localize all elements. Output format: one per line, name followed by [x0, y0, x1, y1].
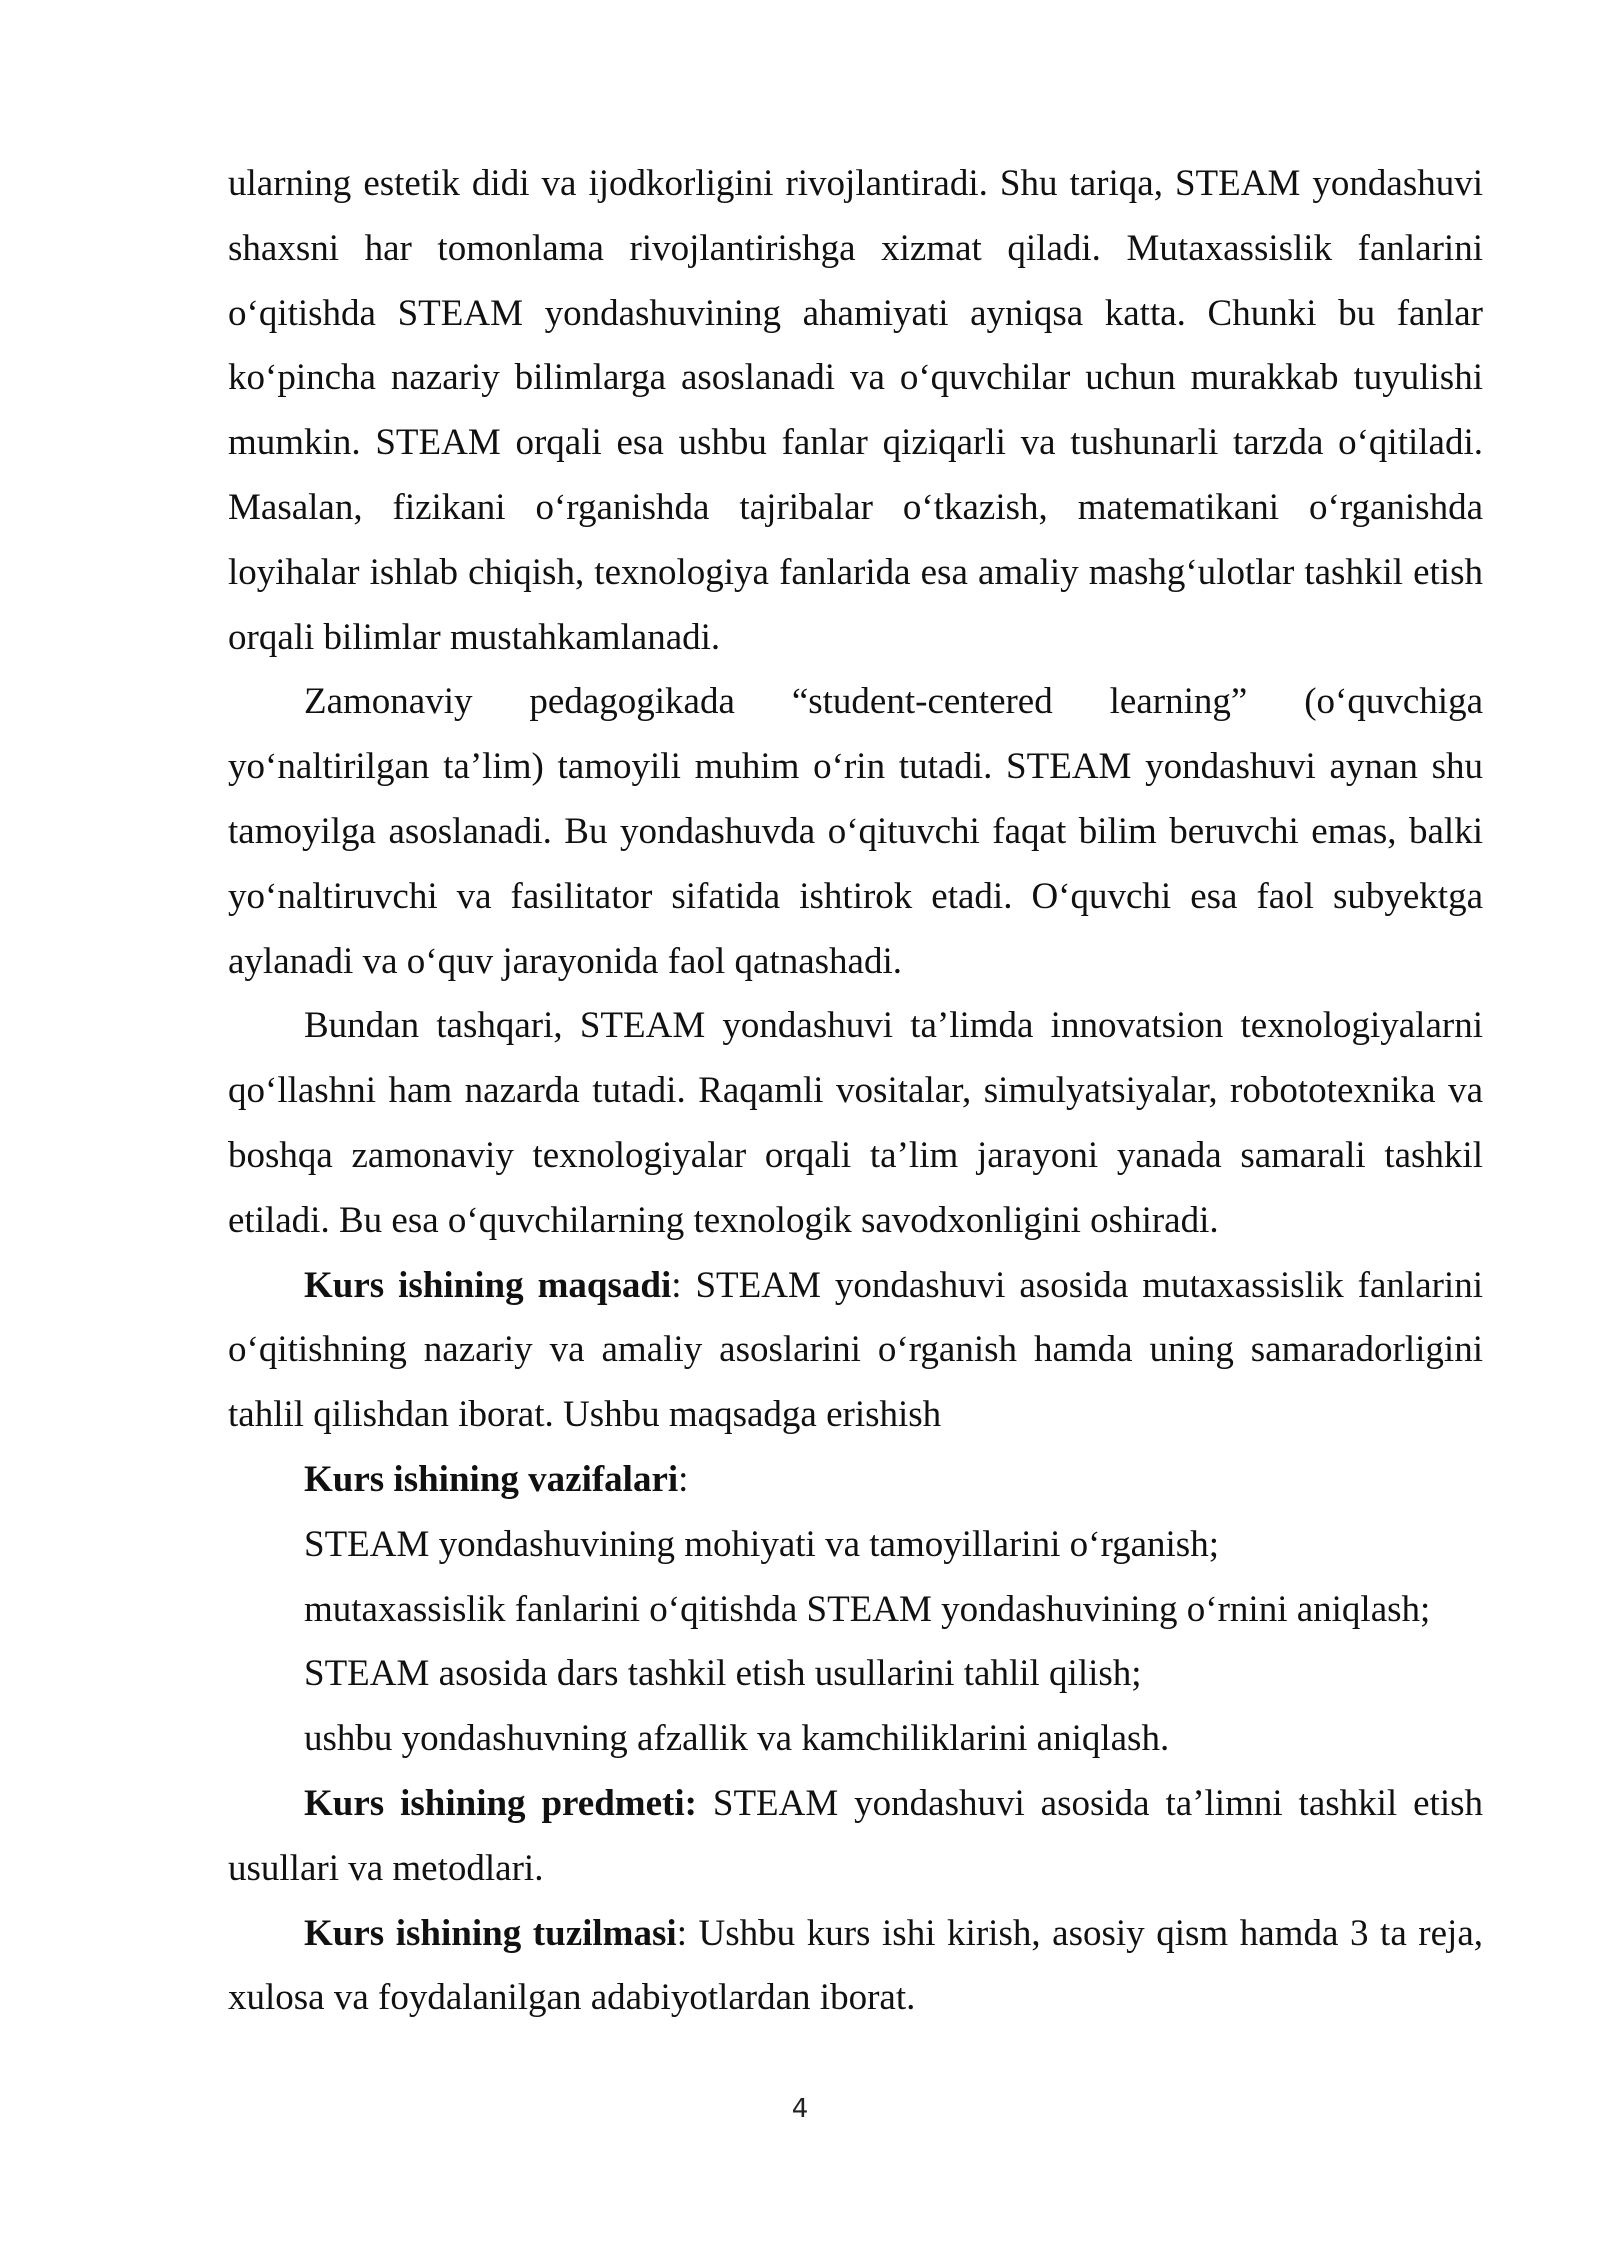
paragraph-student-centered: Zamonaviy pedagogikada “student-centered learning” (o‘quvchiga yo‘naltirilgan ta’lim) tamoyili muhim o‘rin tutadi. STEAM yondashuvi aynan shu tamoyilga asoslanadi. Bu yondashuvda o‘qituvchi faqat bilim beruvchi emas, balki yo‘naltiruvchi va fasilitator sifatida ishtirok etadi. O‘quvchi esa faol subyektga aylanadi va o‘quv jarayonida faol qatnashadi.: [228, 681, 1483, 982]
task-item: STEAM yondashuvining mohiyati va tamoyillarini o‘rganish;: [304, 1523, 1219, 1565]
subject-label: Kurs ishining predmeti:: [304, 1782, 697, 1824]
paragraph-purpose: [228, 1254, 1483, 1448]
paragraph-innovative-technologies: Bundan tashqari, STEAM yondashuvi ta’limda innovatsion texnologiyalarni qo‘llashni ham nazarda tutadi. Raqamli vositalar, simulyatsiyalar, robototexnika va boshqa zamonaviy texnologiyalar orqali ta’lim jarayoni yanada samarali tashkil etiladi. Bu esa o‘quvchilarning texnologik savodxonligini oshiradi.: [228, 1005, 1483, 1241]
tasks-heading: [228, 1448, 1483, 1513]
task-item: STEAM asosida dars tashkil etish usullarini tahlil qilish;: [304, 1653, 1142, 1695]
paragraph-continuation: ularning estetik didi va ijodkorligini rivojlantiradi. Shu tariqa, STEAM yondashuvi shaxsni har tomonlama rivojlantirishga xizmat qiladi. Mutaxassislik fanlarini o‘qitishda STEAM yondashuvining ahamiyati ayniqsa katta. Chunki bu fanlar ko‘pincha nazariy bilimlarga asoslanadi va o‘quvchilar uchun murakkab tuyulishi mumkin. STEAM orqali esa ushbu fanlar qiziqarli va tushunarli tarzda o‘qitiladi. Masalan, fizikani o‘rganishda tajribalar o‘tkazish, matematikani o‘rganishda loyihalar ishlab chiqish, texnologiya fanlarida esa amaliy mashg‘ulotlar tashkil etish orqali bilimlar mustahkamlanadi.: [228, 163, 1483, 658]
tasks-label: Kurs ishining vazifalari: [304, 1458, 679, 1500]
structure-text: : Ushbu kurs ishi kirish, asosiy qism hamda 3 ta reja, xulosa va foydalanilgan adabiyotlardan iborat.: [228, 1912, 1484, 2019]
paragraph-subject: [228, 1772, 1483, 1902]
page-number: 4: [791, 2094, 809, 2124]
purpose-text: : STEAM yondashuvi asosida mutaxassislik fanlarini o‘qitishning nazariy va amaliy asoslarini o‘rganish hamda uning samaradorligini tahlil qilishdan iborat. Ushbu maqsadga erishish: [228, 1264, 1483, 1436]
purpose-label: Kurs ishining maqsadi: [304, 1264, 672, 1306]
task-item: mutaxassislik fanlarini o‘qitishda STEAM yondashuvining o‘rnini aniqlash;: [304, 1588, 1431, 1630]
tasks-label-suffix: :: [678, 1458, 689, 1500]
page-body: [228, 152, 1483, 2031]
paragraph-structure: [228, 1902, 1483, 2032]
task-item: ushbu yondashuvning afzallik va kamchiliklarini aniqlash.: [304, 1718, 1170, 1760]
subject-text: STEAM yondashuvi asosida ta’limni tashkil etish usullari va metodlari.: [228, 1782, 1484, 1889]
structure-label: Kurs ishining tuzilmasi: [304, 1912, 677, 1954]
